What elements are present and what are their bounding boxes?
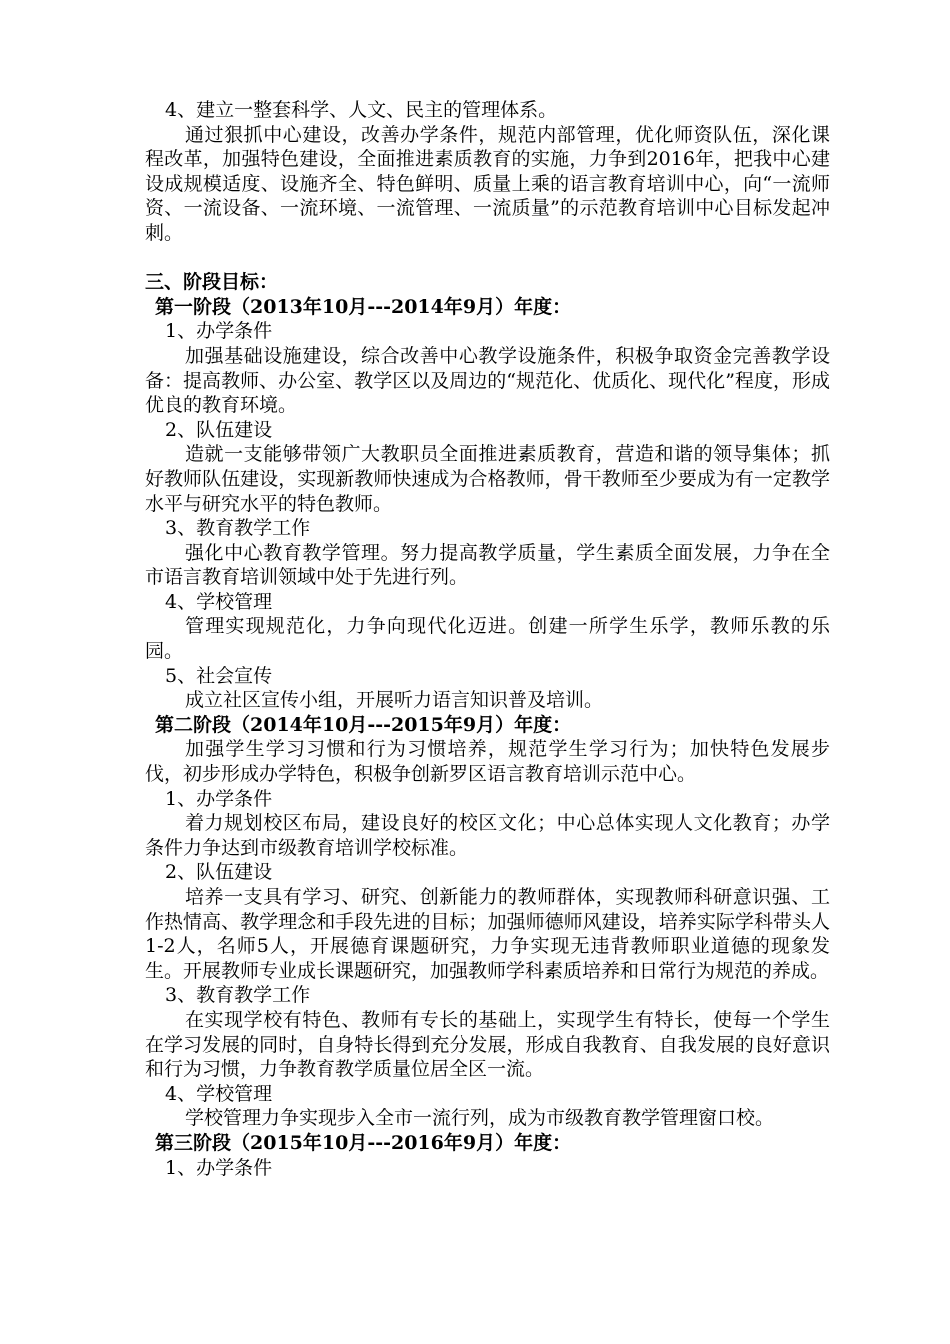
stage-1-item-3-text: 强化中心教育教学管理。努力提高教学质量，学生素质全面发展，力争在全市语言教育培训领域中处于先进行列。 <box>145 541 830 589</box>
stage-2-item-2-label: 2、队伍建设 <box>165 861 273 884</box>
section-3-title: 三、阶段目标： <box>145 271 279 294</box>
stage-2-item-3-label: 3、教育教学工作 <box>165 984 311 1007</box>
stage-2-item-3-text: 在实现学校有特色、教师有专长的基础上，实现学生有特长，使每一个学生在学习发展的同时，自身特长得到充分发展，形成自我教育、自我发展的良好意识和行为习惯，力争教育教学质量位居全区一流。 <box>145 1008 830 1081</box>
stage-1-item-5-label: 5、社会宣传 <box>165 664 273 687</box>
stage-1-item-1-label: 1、办学条件 <box>165 320 273 343</box>
stage-2-item-1-label: 1、办学条件 <box>165 787 273 810</box>
intro-item-4: 4、建立一整套科学、人文、民主的管理体系。 <box>165 99 558 121</box>
stage-1-item-4-label: 4、学校管理 <box>165 590 273 613</box>
stage-2-item-2-text: 培养一支具有学习、研究、创新能力的教师群体，实现教师科研意识强、工作热情高、教学理念和手段先进的目标；加强师德师风建设，培养实际学科带头人1-2人，名师5人，开展德育课题研究，力争实现无违背教师职业道德的现象发生。开展教师专业成长课题研究，加强教师学科素质培养和日常行为规范的养成。 <box>145 886 830 982</box>
stage-1-item-1-text: 加强基础设施建设，综合改善中心教学设施条件，积极争取资金完善教学设备：提高教师、办公室、教学区以及周边的“规范化、优质化、现代化”程度，形成优良的教育环境。 <box>145 344 830 417</box>
stage-2-item-4-label: 4、学校管理 <box>165 1082 273 1105</box>
stage-1-item-4-text: 管理实现规范化，力争向现代化迈进。创建一所学生乐学，教师乐教的乐园。 <box>145 615 830 663</box>
stage-2-item-4-text: 学校管理力争实现步入全市一流行列，成为市级教育教学管理窗口校。 <box>185 1107 775 1130</box>
stage-2-intro: 加强学生学习习惯和行为习惯培养，规范学生学习行为；加快特色发展步伐，初步形成办学特色，积极争创新罗区语言教育培训示范中心。 <box>145 738 830 786</box>
stage-3-item-1-label: 1、办学条件 <box>165 1156 273 1179</box>
stage-1-item-2-text: 造就一支能够带领广大教职员全面推进素质教育，营造和谐的领导集体；抓好教师队伍建设，实现新教师快速成为合格教师，骨干教师至少要成为有一定教学水平与研究水平的特色教师。 <box>145 443 830 515</box>
intro-paragraph: 通过狠抓中心建设，改善办学条件，规范内部管理，优化师资队伍，深化课程改革，加强特色建设，全面推进素质教育的实施，力争到2016年，把我中心建设成规模适度、设施齐全、特色鲜明、质量上乘的语言教育培训中心，向“一流师资、一流设备、一流环境、一流管理、一流质量”的示范教育培训中心目标发起冲刺。 <box>145 123 830 244</box>
stage-3-heading: 第三阶段（2015年10月---2016年9月）年度： <box>155 1131 572 1154</box>
stage-1-heading: 第一阶段（2013年10月---2014年9月）年度： <box>155 295 572 318</box>
stage-1-item-3-label: 3、教育教学工作 <box>165 517 311 540</box>
stage-2-heading: 第二阶段（2014年10月---2015年9月）年度： <box>155 713 572 736</box>
stage-2-item-1-text: 着力规划校区布局，建设良好的校区文化；中心总体实现人文化教育；办学条件力争达到市级教育培训学校标准。 <box>145 812 830 859</box>
stage-1-item-2-label: 2、队伍建设 <box>165 418 273 441</box>
stage-1-item-5-text: 成立社区宣传小组，开展听力语言知识普及培训。 <box>185 689 604 712</box>
